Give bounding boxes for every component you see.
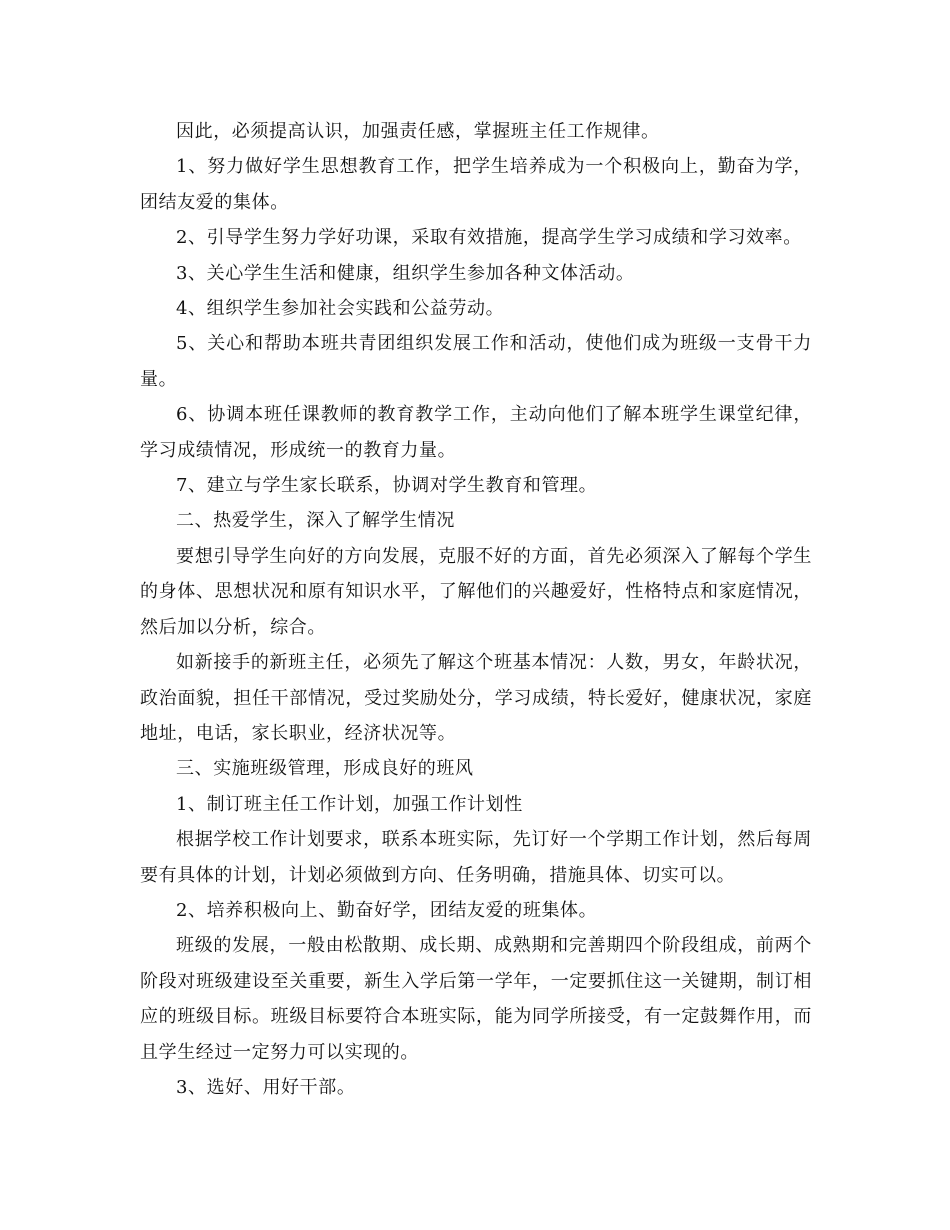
- paragraph-10: 要想引导学生向好的方向发展，克服不好的方面，首先必须深入了解每个学生的身体、思想状况和原有知识水平，了解他们的兴趣爱好，性格特点和家庭情况，然后加以分析，综合。: [140, 545, 812, 638]
- paragraph-11: 如新接手的新班主任，必须先了解这个班基本情况：人数，男女，年龄状况，政治面貌，担任干部情况，受过奖励处分，学习成绩，特长爱好，健康状况，家庭地址，电话，家长职业，经济状况等。: [140, 652, 812, 744]
- paragraph-8: 7、建立与学生家长联系，协调对学生教育和管理。: [176, 475, 598, 497]
- document-body: [140, 114, 812, 1105]
- paragraph-16: 班级的发展，一般由松散期、成长期、成熟期和完善期四个阶段组成，前两个阶段对班级建设至关重要，新生入学后第一学年，一定要抓住这一关键期，制订相应的班级目标。班级目标要符合本班实际，能为同学所接受，有一定鼓舞作用，而且学生经过一定努力可以实现的。: [140, 935, 812, 1063]
- paragraph-3: 2、引导学生努力学好功课，采取有效措施，提高学生学习成绩和学习效率。: [176, 227, 802, 249]
- paragraph-7: 6、协调本班任课教师的教育教学工作，主动向他们了解本班学生课堂纪律，学习成绩情况，形成统一的教育力量。: [140, 404, 812, 461]
- subheading-3-3: 3、选好、用好干部。: [176, 1076, 356, 1098]
- paragraph-1: 因此，必须提高认识，加强责任感，掌握班主任工作规律。: [176, 121, 660, 142]
- paragraph-2: 1、努力做好学生思想教育工作，把学生培养成为一个积极向上，勤奋为学，团结友爱的集体。: [140, 156, 812, 213]
- paragraph-4: 3、关心学生生活和健康，组织学生参加各种文体活动。: [176, 262, 635, 284]
- section-heading-2: 二、热爱学生，深入了解学生情况: [176, 510, 455, 532]
- subheading-3-1: 1、制订班主任工作计划，加强工作计划性: [176, 793, 523, 815]
- paragraph-6: 5、关心和帮助本班共青团组织发展工作和活动，使他们成为班级一支骨干力量。: [140, 333, 812, 390]
- section-heading-3: 三、实施班级管理，形成良好的班风: [176, 758, 474, 780]
- paragraph-5: 4、组织学生参加社会实践和公益劳动。: [176, 298, 505, 320]
- paragraph-14: 根据学校工作计划要求，联系本班实际，先订好一个学期工作计划，然后每周要有具体的计划，计划必须做到方向、任务明确，措施具体、切实可以。: [140, 829, 812, 886]
- subheading-3-2: 2、培养积极向上、勤奋好学，团结友爱的班集体。: [176, 899, 598, 921]
